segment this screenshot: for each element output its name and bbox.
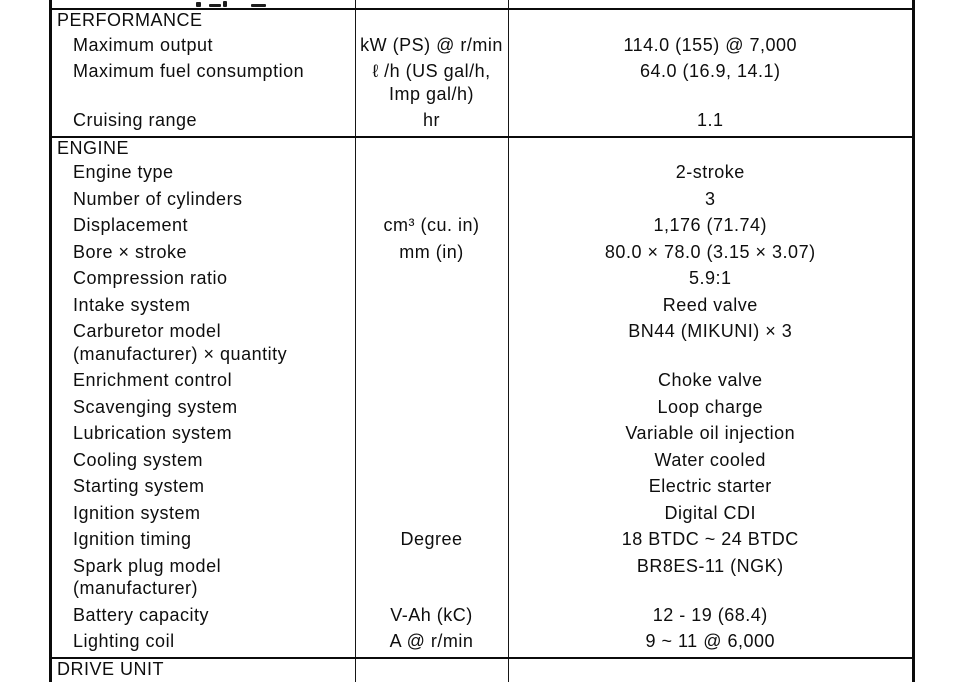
value-cell: [509, 528, 913, 555]
value-cell: [509, 320, 913, 369]
unit-cell: [356, 369, 509, 396]
unit-cell: [356, 422, 509, 449]
spec-label-cell: [52, 604, 356, 631]
value-cell-text: Digital CDI: [509, 502, 913, 525]
value-cell: [509, 294, 913, 321]
unit-cell-text: Degree: [356, 528, 508, 551]
value-cell-text: Water cooled: [509, 449, 913, 472]
spec-label-cell: [52, 241, 356, 268]
spec-row: [52, 34, 912, 61]
unit-cell-text: mm (in): [356, 241, 508, 264]
value-cell: [509, 555, 913, 604]
spec-label-cell-text: Displacement: [73, 214, 355, 237]
spec-label-cell-text: (manufacturer) × quantity: [73, 343, 355, 366]
unit-cell: [356, 555, 509, 604]
spec-label-cell-text: Enrichment control: [73, 369, 355, 392]
unit-cell: [356, 396, 509, 423]
spec-label-cell-text: Ignition system: [73, 502, 355, 525]
unit-cell: [356, 60, 509, 109]
unit-cell: [356, 241, 509, 268]
spec-label-cell-text: Engine type: [73, 161, 355, 184]
clipped-text-fragment: [209, 4, 221, 7]
value-cell-text: BR8ES-11 (NGK): [509, 555, 913, 578]
section-title: [52, 659, 356, 682]
value-cell-text: 3: [509, 188, 913, 211]
spec-label-cell-text: Battery capacity: [73, 604, 355, 627]
spec-row: [52, 369, 912, 396]
clipped-value-cell: [509, 0, 913, 8]
unit-cell: [356, 502, 509, 529]
unit-cell-text: ℓ /h (US gal/h,: [356, 60, 508, 83]
spec-label-cell: [52, 188, 356, 215]
spec-label-cell: [52, 528, 356, 555]
unit-cell-text: hr: [356, 109, 508, 132]
unit-cell: [356, 34, 509, 61]
unit-cell: [356, 10, 509, 34]
value-cell-text: 1.1: [509, 109, 913, 132]
unit-cell-text: Imp gal/h): [356, 83, 508, 106]
clipped-text-fragment: [223, 1, 227, 7]
section-title-text: PERFORMANCE: [57, 10, 355, 31]
spec-row: [52, 502, 912, 529]
spec-row: [52, 214, 912, 241]
value-cell-text: 80.0 × 78.0 (3.15 × 3.07): [509, 241, 913, 264]
value-cell-text: Variable oil injection: [509, 422, 913, 445]
spec-label-cell-text: Intake system: [73, 294, 355, 317]
spec-row: [52, 320, 912, 369]
value-cell: [509, 475, 913, 502]
unit-cell: [356, 604, 509, 631]
value-cell: [509, 267, 913, 294]
unit-cell: [356, 267, 509, 294]
spec-label-cell-text: (manufacturer): [73, 577, 355, 600]
unit-cell-text: kW (PS) @ r/min: [356, 34, 508, 57]
clipped-label-cell: [52, 0, 356, 8]
unit-cell: [356, 294, 509, 321]
section-title: [52, 138, 356, 162]
spec-row: [52, 267, 912, 294]
spec-label-cell: [52, 214, 356, 241]
spec-label-cell: [52, 630, 356, 657]
spec-label-cell-text: Cruising range: [73, 109, 355, 132]
section-title-text: ENGINE: [57, 138, 355, 159]
value-cell-text: 9 ~ 11 @ 6,000: [509, 630, 913, 653]
unit-cell: [356, 161, 509, 188]
spec-row: [52, 422, 912, 449]
spec-label-cell: [52, 161, 356, 188]
spec-label-cell-text: Spark plug model: [73, 555, 355, 578]
spec-row: [52, 60, 912, 109]
spec-label-cell: [52, 422, 356, 449]
clipped-previous-row: [52, 0, 912, 10]
spec-label-cell-text: Scavenging system: [73, 396, 355, 419]
spec-row: [52, 109, 912, 136]
spec-row: [52, 396, 912, 423]
spec-label-cell: [52, 320, 356, 369]
clipped-text-fragment: [196, 2, 201, 7]
spec-label-cell-text: Carburetor model: [73, 320, 355, 343]
spec-label-cell: [52, 294, 356, 321]
spec-label-cell-text: Maximum output: [73, 34, 355, 57]
unit-cell: [356, 475, 509, 502]
spec-label-cell: [52, 475, 356, 502]
value-cell-text: Loop charge: [509, 396, 913, 419]
spec-row: [52, 188, 912, 215]
value-cell: [509, 10, 913, 34]
value-cell-text: 64.0 (16.9, 14.1): [509, 60, 913, 83]
spec-row: [52, 555, 912, 604]
spec-row: [52, 528, 912, 555]
unit-cell-text: cm³ (cu. in): [356, 214, 508, 237]
value-cell: [509, 369, 913, 396]
value-cell-text: 18 BTDC ~ 24 BTDC: [509, 528, 913, 551]
value-cell: [509, 34, 913, 61]
spec-row: [52, 630, 912, 657]
value-cell-text: 1,176 (71.74): [509, 214, 913, 237]
unit-cell: [356, 138, 509, 162]
spec-label-cell: [52, 34, 356, 61]
value-cell: [509, 422, 913, 449]
value-cell: [509, 161, 913, 188]
unit-cell: [356, 109, 509, 136]
spec-label-cell: [52, 449, 356, 476]
unit-cell: [356, 630, 509, 657]
spec-row: [52, 475, 912, 502]
value-cell: [509, 659, 913, 682]
value-cell: [509, 604, 913, 631]
value-cell: [509, 214, 913, 241]
spec-row: [52, 161, 912, 188]
value-cell: [509, 109, 913, 136]
unit-cell: [356, 528, 509, 555]
spec-table: [49, 0, 915, 682]
spec-row: [52, 294, 912, 321]
spec-label-cell-text: Lighting coil: [73, 630, 355, 653]
clipped-text-fragment: [251, 4, 266, 7]
spec-label-cell-text: Number of cylinders: [73, 188, 355, 211]
spec-label-cell-text: Cooling system: [73, 449, 355, 472]
spec-row: [52, 449, 912, 476]
section-header-row-drive-unit: [52, 657, 912, 682]
value-cell-text: 114.0 (155) @ 7,000: [509, 34, 913, 57]
value-cell: [509, 241, 913, 268]
unit-cell-text: A @ r/min: [356, 630, 508, 653]
spec-label-cell: [52, 555, 356, 604]
value-cell: [509, 630, 913, 657]
unit-cell: [356, 659, 509, 682]
spec-label-cell: [52, 396, 356, 423]
clipped-unit-cell: [356, 0, 509, 8]
spec-label-cell: [52, 267, 356, 294]
spec-row: [52, 604, 912, 631]
spec-label-cell: [52, 369, 356, 396]
value-cell-text: Reed valve: [509, 294, 913, 317]
spec-label-cell: [52, 502, 356, 529]
value-cell-text: 12 - 19 (68.4): [509, 604, 913, 627]
spec-label-cell-text: Bore × stroke: [73, 241, 355, 264]
spec-label-cell-text: Compression ratio: [73, 267, 355, 290]
value-cell: [509, 449, 913, 476]
spec-label-cell: [52, 109, 356, 136]
unit-cell: [356, 214, 509, 241]
section-header-row-performance: [52, 10, 912, 34]
section-title-text: DRIVE UNIT: [57, 659, 355, 680]
unit-cell: [356, 320, 509, 369]
section-header-row-engine: [52, 136, 912, 162]
section-title: [52, 10, 356, 34]
value-cell: [509, 138, 913, 162]
spec-label-cell-text: Maximum fuel consumption: [73, 60, 355, 83]
value-cell: [509, 502, 913, 529]
value-cell-text: BN44 (MIKUNI) × 3: [509, 320, 913, 343]
value-cell: [509, 396, 913, 423]
spec-label-cell-text: Lubrication system: [73, 422, 355, 445]
value-cell-text: 5.9:1: [509, 267, 913, 290]
value-cell-text: 2-stroke: [509, 161, 913, 184]
value-cell-text: Electric starter: [509, 475, 913, 498]
unit-cell: [356, 188, 509, 215]
spec-label-cell: [52, 60, 356, 109]
unit-cell: [356, 449, 509, 476]
unit-cell-text: V-Ah (kC): [356, 604, 508, 627]
value-cell-text: Choke valve: [509, 369, 913, 392]
spec-row: [52, 241, 912, 268]
value-cell: [509, 188, 913, 215]
value-cell: [509, 60, 913, 109]
spec-label-cell-text: Ignition timing: [73, 528, 355, 551]
spec-label-cell-text: Starting system: [73, 475, 355, 498]
